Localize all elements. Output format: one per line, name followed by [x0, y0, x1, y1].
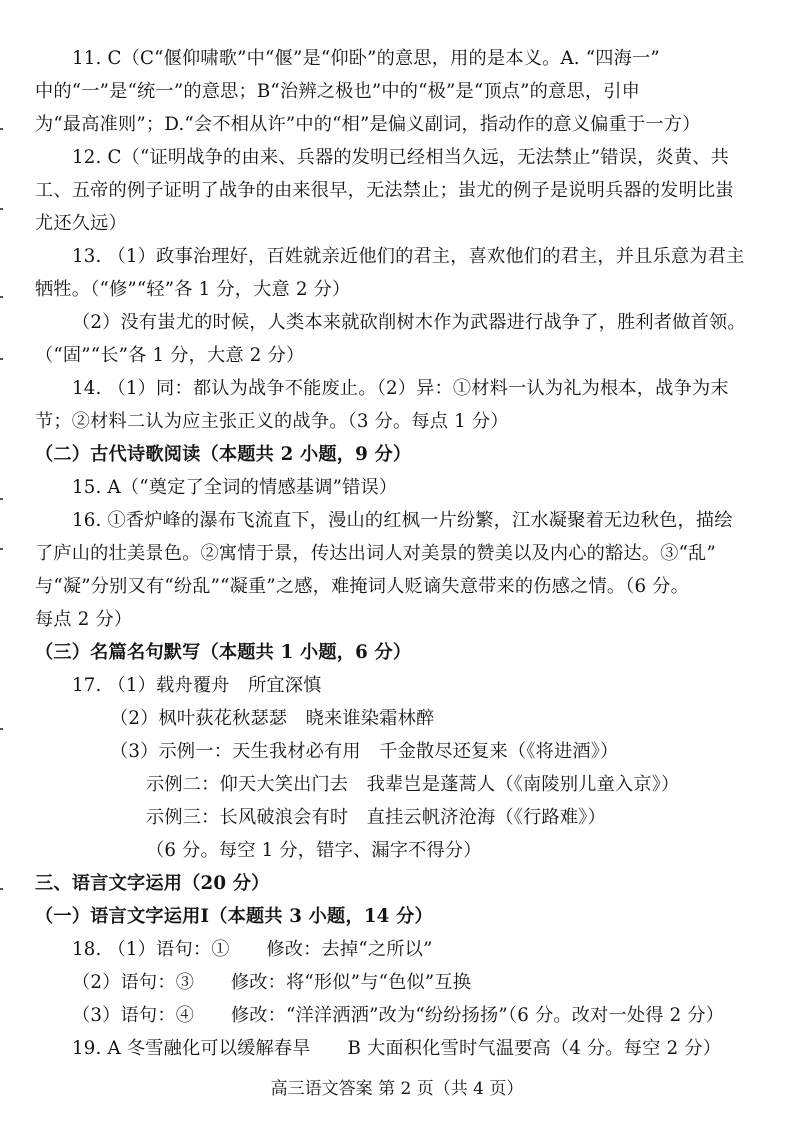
binding-mark — [0, 548, 3, 550]
binding-mark — [0, 358, 3, 360]
section-heading: （二）古代诗歌阅读（本题共 2 小题，9 分） — [35, 444, 412, 465]
answer-line: 16. ①香炉峰的瀑布飞流直下，漫山的红枫一片纷繁，江水凝聚着无边秋色，描绘 — [72, 510, 733, 531]
answer-line: 19. A 冬雪融化可以缓解春旱 B 大面积化雪时气温要高（4 分。每空 2 分） — [72, 1038, 722, 1059]
answer-line: 13. （1）政事治理好，百姓就亲近他们的君主，喜欢他们的君主，并且乐意为君主 — [72, 246, 745, 267]
answer-line: 节；②材料二认为应主张正义的战争。（3 分。每点 1 分） — [35, 411, 509, 432]
answer-line: （2）没有蚩尤的时候，人类本来就砍削树木作为武器进行战争了，胜利者做首领。 — [72, 312, 746, 333]
answer-line: 尤还久远） — [35, 213, 127, 234]
answer-line: 了庐山的壮美景色。②寓情于景，传达出词人对美景的赞美以及内心的豁达。③“乱” — [35, 543, 716, 564]
binding-mark — [0, 128, 3, 130]
answer-line: 14. （1）同：都认为战争不能废止。（2）异：①材料一认为礼为根本，战争为末 — [72, 378, 729, 399]
answer-line: （2）语句：③ 修改：将“形似”与“色似”互换 — [72, 972, 472, 993]
answer-line: 15. A（“奠定了全词的情感基调”错误） — [72, 477, 398, 498]
answer-line: 17. （1）载舟覆舟 所宜深慎 — [72, 675, 322, 696]
page-footer: 高三语文答案 第 2 页（共 4 页） — [270, 1079, 524, 1099]
answer-line: 与“凝”分别又有“纷乱”“凝重”之感，难掩词人贬谪失意带来的伤感之情。（6 分。 — [35, 576, 690, 597]
binding-mark — [0, 296, 3, 298]
answer-line: 每点 2 分） — [35, 609, 133, 630]
binding-mark — [0, 208, 3, 210]
answer-line: （3）示例一：天生我材必有用 千金散尽还复来（《将进酒》） — [110, 741, 619, 762]
answer-line: 为“最高准则”；D.“会不相从许”中的“相”是偏义副词，指动作的意义偏重于一方） — [35, 114, 701, 135]
answer-line: 中的“一”是“统一”的意思；B“治辨之极也”中的“极”是“顶点”的意思，引申 — [35, 81, 641, 102]
answer-line: 牺牲。（“修”“轻”各 1 分，大意 2 分） — [35, 279, 351, 300]
answer-line: （“固”“长”各 1 分，大意 2 分） — [35, 345, 305, 366]
section-heading: （一）语言文字运用Ⅰ（本题共 3 小题，14 分） — [35, 906, 433, 927]
answer-line: 工、五帝的例子证明了战争的由来很早，无法禁止；蚩尤的例子是说明兵器的发明比蚩 — [35, 180, 734, 201]
binding-mark — [0, 498, 3, 500]
answer-line: 示例二：仰天大笑出门去 我辈岂是蓬蒿人（《南陵别儿童入京》） — [146, 774, 680, 795]
answer-line: 18. （1）语句：① 修改：去掉“之所以” — [72, 939, 433, 960]
answer-line: 11. C（C“偃仰啸歌”中“偃”是“仰卧”的意思，用的是本义。A. “四海一” — [72, 48, 660, 69]
section-heading: （三）名篇名句默写（本题共 1 小题，6 分） — [35, 642, 412, 663]
binding-mark — [0, 728, 3, 730]
section-heading: 三、语言文字运用（20 分） — [35, 873, 270, 894]
answer-line: （2）枫叶荻花秋瑟瑟 晓来谁染霜林醉 — [110, 708, 435, 729]
answer-line: （6 分。每空 1 分，错字、漏字不得分） — [146, 840, 482, 861]
answer-line: 12. C（“证明战争的由来、兵器的发明已经相当久远，无法禁止”错误，炎黄、共 — [72, 147, 730, 168]
binding-mark — [0, 888, 3, 890]
answer-line: （3）语句：④ 修改：“洋洋洒洒”改为“纷纷扬扬”（6 分。改对一处得 2 分） — [72, 1005, 725, 1026]
answer-line: 示例三：长风破浪会有时 直挂云帆济沧海（《行路难》） — [146, 807, 606, 828]
